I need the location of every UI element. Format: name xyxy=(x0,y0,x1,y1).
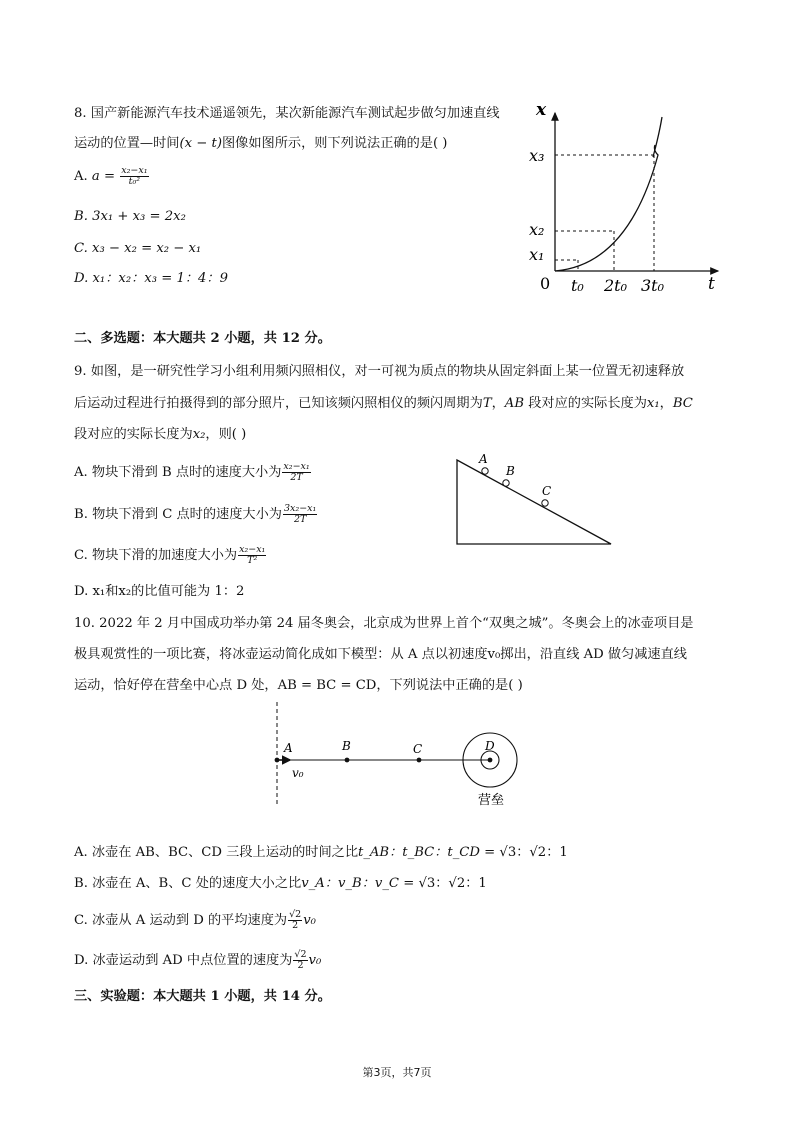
q8-stem-line2 xyxy=(74,134,447,154)
fraction-numerator: √2 xyxy=(289,909,302,920)
fraction-numerator: 3x₂−x₁ xyxy=(284,503,317,514)
q9-option-c xyxy=(74,545,267,566)
label-d: D xyxy=(485,739,495,753)
q10-curling-diagram xyxy=(260,700,530,815)
q8-stem-text: 运动的位置—时间 xyxy=(74,136,180,151)
label-c: C xyxy=(413,742,423,756)
q10-option-b-ratio: v_A：v_B：v_C = xyxy=(301,876,419,891)
x1-label: x₁ xyxy=(529,245,545,264)
fraction-denominator: T² xyxy=(247,555,258,566)
q9-x2-var: x₂ xyxy=(192,427,206,442)
section-3-heading: 三、实验题：本大题共 1 小题，共 14 分。 xyxy=(74,989,331,1004)
t0-label: t₀ xyxy=(571,276,584,295)
label-c: C xyxy=(542,484,552,498)
y-axis-label: x xyxy=(536,100,547,120)
q9-text-3: 段对应的实际长度为 xyxy=(74,427,193,442)
q10-option-a-ratio: t_AB：t_BC：t_CD = xyxy=(358,845,500,860)
q10-stem-line1: 10. 2022 年 2 月中国成功举办第 24 届冬奥会，北京成为世界上首个“双奥之城”。冬奥会上的冰壶项目是 xyxy=(74,616,694,631)
q9-option-c-text: C. 物块下滑的加速度大小为 xyxy=(74,548,238,563)
q8-stem-text-2: 图像如图所示，则下列说法正确的是( ) xyxy=(221,136,448,151)
q9-x1-var: x₁ xyxy=(646,396,660,411)
point-d xyxy=(488,758,493,763)
q9-stem-line1: 9. 如图，是一研究性学习小组利用频闪照相仪，对一可视为质点的物块从固定斜面上某一位置无初速释放 xyxy=(74,364,685,379)
parabola-curve xyxy=(555,145,658,271)
fraction-numerator: x₂−x₁ xyxy=(283,461,310,472)
q9-option-c-fraction xyxy=(238,545,266,566)
incline-triangle xyxy=(457,460,611,544)
fraction-numerator: √2 xyxy=(294,949,307,960)
fraction-denominator: 2 xyxy=(297,960,304,971)
origin-label: 0 xyxy=(540,274,551,293)
page-number-footer: 第3页，共7页 xyxy=(362,1066,432,1079)
q10-option-c-text: C. 冰壶从 A 运动到 D 的平均速度为 xyxy=(74,913,288,928)
section-2-heading: 二、多选题：本大题共 2 小题，共 12 分。 xyxy=(74,331,331,346)
q10-option-b-values: √3：√2：1 xyxy=(418,876,487,891)
q10-option-d-text: D. 冰壶运动到 AD 中点位置的速度为 xyxy=(74,953,293,968)
q9-stem-line3 xyxy=(74,425,246,445)
q10-option-c-v0: v₀ xyxy=(303,913,316,928)
q9-comma-2: ， xyxy=(659,396,673,411)
label-house: 营垒 xyxy=(478,793,505,808)
label-b: B xyxy=(342,739,351,753)
q9-option-a xyxy=(74,462,312,483)
fraction-denominator: t₀² xyxy=(128,176,141,187)
q8-position-time-graph xyxy=(520,95,730,325)
q9-stem-line2 xyxy=(74,394,693,414)
q10-option-d-fraction xyxy=(293,950,307,971)
q10-option-c xyxy=(74,910,316,931)
q10-option-a xyxy=(74,843,568,863)
q10-stem-line2: 极具观赏性的一项比赛，将冰壶运动简化成如下模型：从 A 点以初速度v₀掷出，沿直线 AD 做匀减速直线 xyxy=(74,647,687,662)
label-a: A xyxy=(284,741,293,755)
q8-option-c: C. x₃ − x₂ = x₂ − x₁ xyxy=(74,241,202,256)
q10-option-d-v0: v₀ xyxy=(308,953,322,968)
q9-option-d: D. x₁和x₂的比值可能为 1：2 xyxy=(74,584,245,599)
q9-option-b-text: B. 物块下滑到 C 点时的速度大小为 xyxy=(74,507,282,522)
block-position-c xyxy=(542,500,548,506)
fraction-denominator: 2T xyxy=(293,514,307,525)
q9-incline-diagram xyxy=(450,450,620,550)
q8-option-a-eq: = xyxy=(99,169,120,184)
q8-option-b: B. 3x₁ + x₃ = 2x₂ xyxy=(74,209,186,224)
label-v0: v₀ xyxy=(292,766,304,780)
q10-option-a-values: √3：√2：1 xyxy=(499,845,568,860)
q9-option-b xyxy=(74,504,318,525)
q9-text-2: 段对应的实际长度为 xyxy=(524,396,647,411)
x-axis-label: t xyxy=(708,274,715,294)
q10-option-a-text: A. 冰壶在 AB、BC、CD 三段上运动的时间之比 xyxy=(74,845,359,860)
fraction-denominator: 2 xyxy=(292,920,299,931)
q9-option-a-fraction xyxy=(282,462,310,483)
label-b: B xyxy=(506,464,515,478)
q10-option-b-text: B. 冰壶在 A、B、C 处的速度大小之比 xyxy=(74,876,302,891)
q10-option-c-fraction xyxy=(288,910,302,931)
3t0-label: 3t₀ xyxy=(641,276,665,295)
q10-stem-line3: 运动，恰好停在营垒中心点 D 处，AB = BC = CD，下列说法中正确的是( ) xyxy=(74,678,523,693)
q8-option-d: D. x₁：x₂：x₃ = 1：4：9 xyxy=(74,271,229,286)
fraction-numerator: x₂−x₁ xyxy=(239,544,266,555)
block-position-a xyxy=(482,468,488,474)
q9-comma: ， xyxy=(491,396,505,411)
q9-text-4: ，则( ) xyxy=(205,427,247,442)
point-b xyxy=(345,758,350,763)
fraction-numerator: x₂−x₁ xyxy=(121,165,148,176)
q10-option-b xyxy=(74,874,487,894)
q9-option-b-fraction xyxy=(283,504,317,525)
x3-label: x₃ xyxy=(529,146,545,165)
x2-label: x₂ xyxy=(529,220,545,239)
label-a: A xyxy=(479,452,488,466)
q8-option-a-prefix: A. xyxy=(74,169,92,184)
q8-option-a-fraction xyxy=(120,166,148,187)
q8-stem-line1: 8. 国产新能源汽车技术遥遥领先，某次新能源汽车测试起步做匀加速直线 xyxy=(74,106,500,121)
q9-option-a-text: A. 物块下滑到 B 点时的速度大小为 xyxy=(74,465,282,480)
q8-option-a xyxy=(74,166,150,187)
q10-option-d xyxy=(74,950,321,971)
q9-period-var: T xyxy=(482,396,492,411)
q9-bc-var: BC xyxy=(672,396,693,411)
2t0-label: 2t₀ xyxy=(604,276,628,295)
q8-option-a-var: a xyxy=(91,169,100,184)
point-c xyxy=(417,758,422,763)
q9-text: 后运动过程进行拍摄得到的部分照片，已知该频闪照相仪的频闪周期为 xyxy=(74,396,483,411)
parabola-curve-upper xyxy=(653,117,662,157)
point-a xyxy=(275,758,280,763)
block-position-b xyxy=(503,480,509,486)
fraction-denominator: 2T xyxy=(290,472,303,483)
q9-ab-var: AB xyxy=(504,396,525,411)
q8-stem-xt: (x − t) xyxy=(179,136,222,151)
